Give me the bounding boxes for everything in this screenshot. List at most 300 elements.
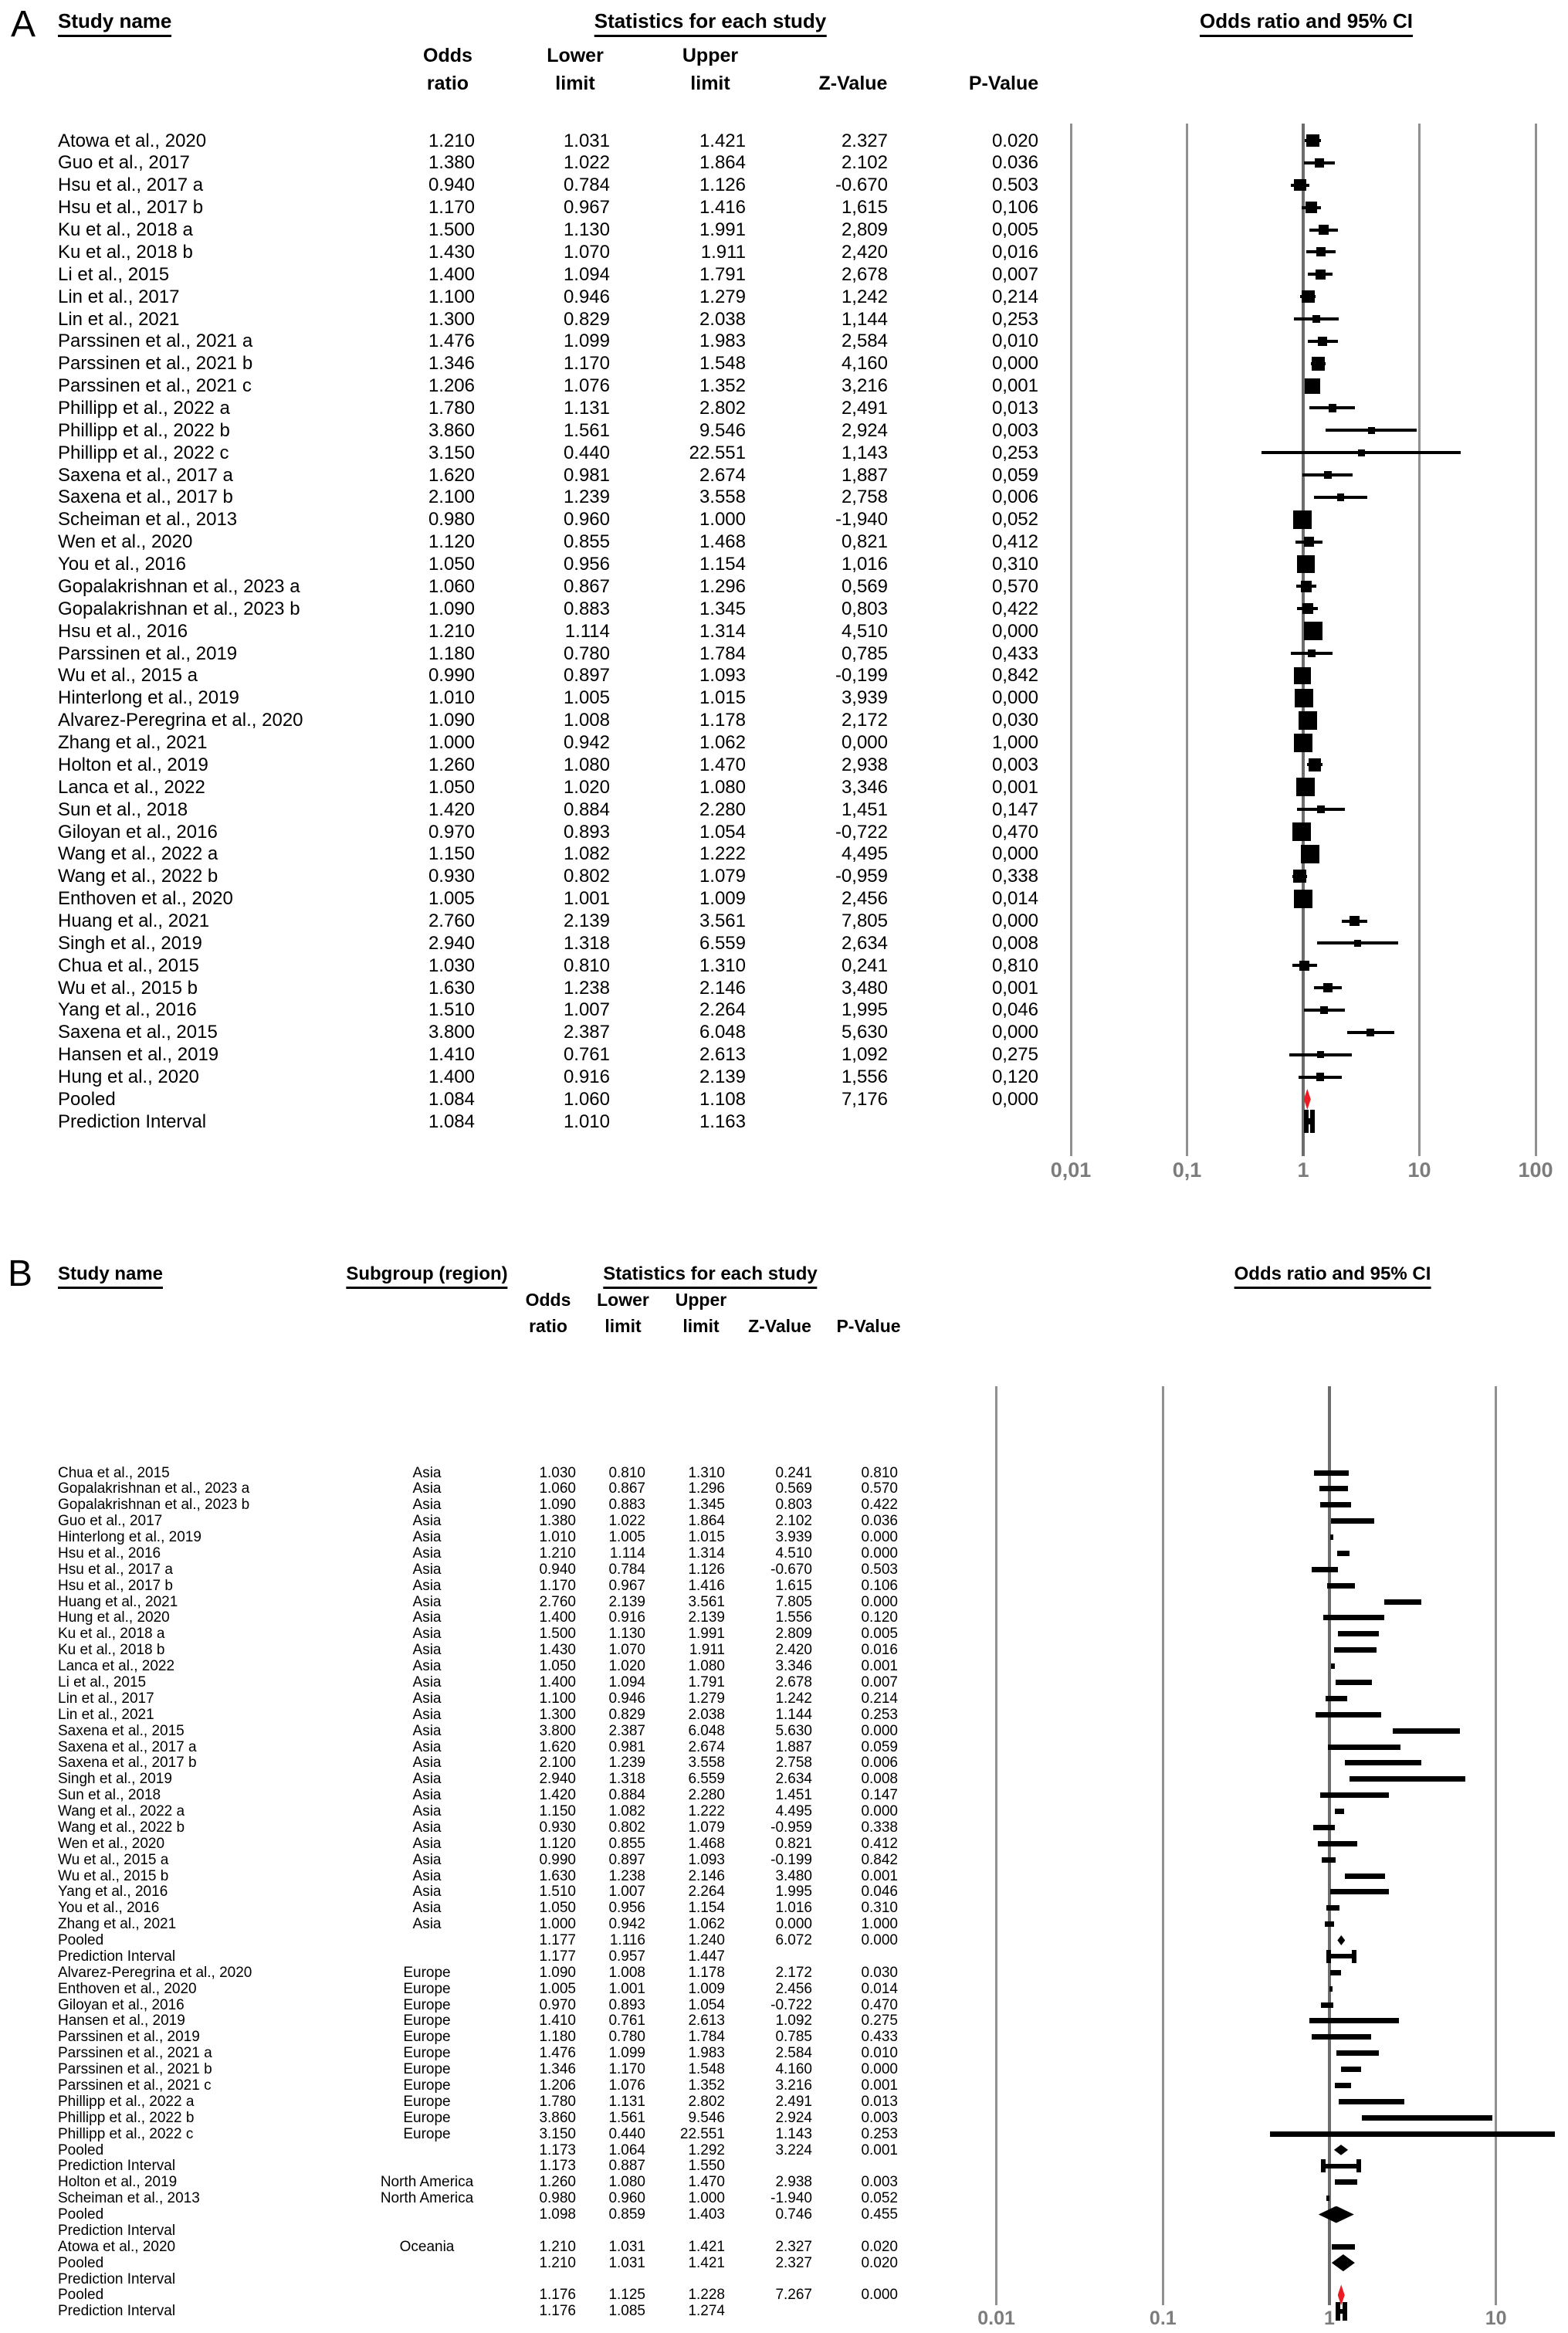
- lower-value: 0.956: [563, 554, 610, 575]
- or-square: [1299, 711, 1317, 730]
- lower-value: 1.001: [563, 888, 610, 910]
- or-value: 1.050: [539, 1658, 576, 1675]
- subgroup-label: North America: [380, 2190, 474, 2207]
- p-value: 0.503: [991, 175, 1038, 196]
- or-value: 2.760: [428, 910, 475, 931]
- or-square: [1309, 758, 1322, 771]
- or-value: 1.780: [539, 2093, 576, 2110]
- z-value: -1,940: [835, 509, 888, 531]
- p-value: 0,007: [991, 263, 1038, 285]
- or-value: 1.410: [539, 2013, 576, 2030]
- or-value: 2.940: [539, 1771, 576, 1788]
- upper-value: 1.108: [699, 1088, 746, 1110]
- pooled-diamond: [1337, 1935, 1345, 1945]
- or-value: 1.084: [428, 1088, 475, 1110]
- z-value: 1,556: [841, 1066, 888, 1087]
- upper-value: 3.558: [699, 487, 746, 508]
- study-label: Phillipp et al., 2022 c: [58, 442, 229, 463]
- upper-value: 2.146: [699, 977, 746, 999]
- z-value: 2,678: [841, 263, 888, 285]
- study-label: Enthoven et al., 2020: [58, 888, 233, 910]
- study-label: Hung et al., 2020: [58, 1066, 199, 1087]
- upper-value: 2.038: [699, 308, 746, 330]
- or-value: 1.005: [428, 888, 475, 910]
- subgroup-label: Europe: [403, 2061, 451, 2078]
- or-square: [1316, 1073, 1325, 1081]
- ci-bar: [1384, 1599, 1421, 1605]
- z-value: 2,491: [841, 397, 888, 419]
- subgroup-label: Asia: [412, 1545, 442, 1562]
- z-value: 1,144: [841, 308, 888, 330]
- lower-value: 1.060: [563, 1088, 610, 1110]
- p-value: 0.000: [861, 1593, 898, 1610]
- or-square: [1302, 290, 1315, 303]
- or-value: 1.630: [539, 1867, 576, 1884]
- p-value: 0.052: [861, 2190, 898, 2207]
- ci-bar: [1326, 2196, 1329, 2201]
- upper-value: 1.274: [688, 2303, 725, 2320]
- lower-value: 0.784: [608, 1561, 645, 1578]
- or-square: [1304, 537, 1314, 547]
- z-value: 2,758: [841, 487, 888, 508]
- subgroup-label: Asia: [412, 1706, 442, 1723]
- lower-value: 1.561: [563, 419, 610, 441]
- or-value: 1.210: [428, 620, 475, 642]
- subgroup-label: Europe: [403, 2029, 451, 2046]
- subgroup-label: Asia: [412, 1771, 442, 1788]
- or-value: 1.510: [428, 999, 475, 1021]
- study-label: Li et al., 2015: [58, 1673, 147, 1690]
- subgroup-label: Europe: [403, 1980, 451, 1997]
- study-label: Li et al., 2015: [58, 263, 170, 285]
- p-value: 0,470: [991, 821, 1038, 843]
- upper-value: 1.163: [699, 1111, 746, 1132]
- study-label: Atowa et al., 2020: [58, 2238, 176, 2255]
- upper-value: 1.000: [688, 2190, 725, 2207]
- upper-value: 1.911: [700, 241, 746, 263]
- p-value: 0,253: [991, 308, 1038, 330]
- ci-bar: [1326, 1696, 1347, 1701]
- panel-a-study-name-header: Study name: [58, 9, 171, 37]
- upper-value: 1.550: [688, 2158, 725, 2175]
- subgroup-label: Asia: [412, 1513, 442, 1530]
- ci-bar: [1331, 1663, 1335, 1669]
- upper-value: 1.009: [688, 1980, 725, 1997]
- lower-value: 0.946: [563, 286, 610, 307]
- z-value: 2.327: [841, 130, 888, 151]
- upper-value: 1.991: [688, 1626, 725, 1643]
- study-label: You et al., 2016: [58, 554, 186, 575]
- lower-value: 1.318: [563, 932, 610, 954]
- ci-bar: [1331, 1518, 1374, 1524]
- or-value: 0.980: [539, 2190, 576, 2207]
- gridline: [1162, 1386, 1164, 2305]
- p-value: 0,059: [991, 464, 1038, 486]
- or-square: [1337, 493, 1345, 501]
- or-value: 1.206: [428, 375, 475, 397]
- panel-b-label: B: [8, 1253, 33, 1294]
- lower-value: 0.829: [563, 308, 610, 330]
- or-value: 1.206: [539, 2077, 576, 2094]
- lower-value: 1.130: [608, 1626, 645, 1643]
- or-value: 1.620: [539, 1738, 576, 1755]
- study-label: Phillipp et al., 2022 a: [58, 2093, 195, 2110]
- or-square: [1368, 427, 1375, 434]
- study-label: Pooled: [58, 1088, 116, 1110]
- p-value: 0.020: [991, 130, 1038, 151]
- or-value: 3.800: [428, 1022, 475, 1043]
- study-label: Prediction Interval: [58, 2270, 176, 2287]
- lower-value: 2.139: [563, 910, 610, 931]
- study-label: Wang et al., 2022 b: [58, 1819, 185, 1836]
- ci-bar: [1318, 1841, 1357, 1846]
- gridline: [1186, 124, 1188, 1156]
- p-value: 0.000: [861, 1722, 898, 1739]
- study-label: Parssinen et al., 2021 c: [58, 2077, 212, 2094]
- upper-value: 1.791: [688, 1673, 725, 1690]
- prediction-interval-cap: [1343, 2302, 1347, 2321]
- or-value: 1.090: [539, 1964, 576, 1981]
- study-label: Phillipp et al., 2022 b: [58, 419, 230, 441]
- upper-value: 1.352: [688, 2077, 725, 2094]
- ci-bar: [1320, 1792, 1389, 1798]
- or-square: [1302, 603, 1313, 614]
- p-value: 0,120: [991, 1066, 1038, 1087]
- lower-value: 1.094: [608, 1673, 645, 1690]
- z-value: 1.887: [775, 1738, 812, 1755]
- prediction-interval-line: [1321, 2164, 1361, 2169]
- z-value: 1,143: [841, 442, 888, 463]
- p-value: 0.275: [861, 2013, 898, 2030]
- study-label: Hansen et al., 2019: [58, 1044, 219, 1066]
- z-value: 7.805: [775, 1593, 812, 1610]
- study-label: Alvarez-Peregrina et al., 2020: [58, 710, 303, 731]
- p-value: 0.036: [861, 1513, 898, 1530]
- panel-a-lower-limit-header: limit: [555, 73, 595, 94]
- or-square: [1312, 315, 1320, 323]
- study-label: Hsu et al., 2017 a: [58, 1561, 173, 1578]
- z-value: 0,821: [841, 531, 888, 553]
- lower-value: 1.099: [563, 331, 610, 352]
- z-value: -0.199: [770, 1851, 812, 1868]
- or-value: 0.970: [539, 1996, 576, 2013]
- lower-value: 1.031: [563, 130, 610, 151]
- or-value: 1.430: [428, 241, 475, 263]
- study-label: Yang et al., 2016: [58, 999, 197, 1021]
- lower-value: 1.031: [608, 2238, 645, 2255]
- ci-bar: [1326, 1905, 1340, 1911]
- p-value: 0,030: [991, 710, 1038, 731]
- z-value: 1.092: [775, 2013, 812, 2030]
- study-label: Scheiman et al., 2013: [58, 509, 238, 531]
- study-label: Gopalakrishnan et al., 2023 a: [58, 1480, 250, 1497]
- panel-b-study-name-header: Study name: [58, 1263, 163, 1289]
- or-value: 1.170: [539, 1577, 576, 1594]
- p-value: 0,000: [991, 353, 1038, 375]
- panel-b-ratio-header: ratio: [529, 1316, 567, 1336]
- lower-value: 1.561: [608, 2109, 645, 2126]
- lower-value: 1.076: [608, 2077, 645, 2094]
- p-value: 0.120: [861, 1609, 898, 1626]
- panel-b-lower-limit-header: limit: [605, 1316, 642, 1336]
- p-value: 0,001: [991, 977, 1038, 999]
- upper-value: 1.421: [699, 130, 746, 151]
- study-label: Holton et al., 2019: [58, 754, 208, 775]
- study-label: Hung et al., 2020: [58, 1609, 170, 1626]
- study-label: Lin et al., 2021: [58, 1706, 154, 1723]
- panel-a-ratio-header: ratio: [426, 73, 469, 94]
- study-label: Yang et al., 2016: [58, 1884, 168, 1901]
- ci-bar: [1322, 1857, 1336, 1863]
- ci-bar: [1329, 1986, 1333, 1992]
- gridline: [995, 1386, 997, 2305]
- upper-value: 6.048: [688, 1722, 725, 1739]
- lower-value: 1.170: [608, 2061, 645, 2078]
- or-value: 1.630: [428, 977, 475, 999]
- p-value: 0.016: [861, 1642, 898, 1659]
- z-value: 2.102: [841, 152, 888, 174]
- study-label: Wen et al., 2020: [58, 1835, 165, 1852]
- study-label: Zhang et al., 2021: [58, 732, 208, 753]
- or-value: 1.060: [539, 1480, 576, 1497]
- ci-bar: [1314, 1470, 1349, 1476]
- ci-bar: [1335, 1809, 1343, 1814]
- p-value: 0.455: [861, 2206, 898, 2223]
- z-value: 4,160: [841, 353, 888, 375]
- or-value: 1.120: [428, 531, 475, 553]
- p-value: 0.008: [861, 1771, 898, 1788]
- z-value: 7,176: [841, 1088, 888, 1110]
- ci-bar: [1270, 2131, 1555, 2137]
- lower-value: 1.130: [563, 219, 610, 240]
- study-label: Prediction Interval: [58, 2303, 176, 2320]
- z-value: 1,995: [841, 999, 888, 1021]
- panel-a-odds-header: Odds: [423, 45, 472, 66]
- or-value: 1.170: [428, 197, 475, 219]
- lower-value: 1.008: [563, 710, 610, 731]
- study-label: Phillipp et al., 2022 a: [58, 397, 230, 419]
- lower-value: 1.080: [608, 2174, 645, 2191]
- or-square: [1301, 845, 1319, 863]
- z-value: 5,630: [841, 1022, 888, 1043]
- lower-value: 1.239: [563, 487, 610, 508]
- z-value: 5.630: [775, 1722, 812, 1739]
- p-value: 0,000: [991, 843, 1038, 865]
- lower-value: 1.070: [608, 1642, 645, 1659]
- or-square: [1294, 179, 1306, 191]
- or-value: 0.990: [428, 665, 475, 687]
- or-square: [1316, 247, 1326, 256]
- p-value: 0.006: [861, 1755, 898, 1772]
- p-value: 0.470: [861, 1996, 898, 2013]
- panel-b-lower-header: Lower: [597, 1290, 649, 1310]
- p-value: 0.000: [861, 2287, 898, 2304]
- p-value: 0,422: [991, 598, 1038, 619]
- panel-a-lower-header: Lower: [547, 45, 604, 66]
- ci-bar: [1341, 2067, 1361, 2072]
- p-value: 0.046: [861, 1884, 898, 1901]
- study-label: Prediction Interval: [58, 1948, 176, 1965]
- or-value: 1.346: [428, 353, 475, 375]
- study-label: Saxena et al., 2017 a: [58, 464, 233, 486]
- or-square: [1366, 1029, 1374, 1036]
- subgroup-label: Europe: [403, 2077, 451, 2094]
- subgroup-label: Asia: [412, 1867, 442, 1884]
- upper-value: 1.009: [699, 888, 746, 910]
- upper-value: 1.548: [699, 353, 746, 375]
- z-value: 0,000: [841, 732, 888, 753]
- axis-tick-label: 1: [1324, 2308, 1335, 2329]
- upper-value: 3.558: [688, 1755, 725, 1772]
- lower-value: 1.080: [563, 754, 610, 775]
- upper-value: 1.314: [688, 1545, 725, 1562]
- z-value: -0.670: [835, 175, 888, 196]
- study-label: Wang et al., 2022 a: [58, 843, 218, 865]
- lower-value: 0.942: [563, 732, 610, 753]
- subgroup-label: Asia: [412, 1916, 442, 1933]
- lower-value: 0.884: [608, 1787, 645, 1804]
- upper-value: 2.613: [699, 1044, 746, 1066]
- study-label: Parssinen et al., 2019: [58, 643, 238, 664]
- p-value: 0,810: [991, 955, 1038, 976]
- p-value: 0,338: [991, 866, 1038, 887]
- study-label: Phillipp et al., 2022 b: [58, 2109, 195, 2126]
- or-value: 1.030: [428, 955, 475, 976]
- or-value: 1.050: [428, 776, 475, 798]
- panel-b-upper-limit-header: limit: [682, 1316, 720, 1336]
- upper-value: 6.559: [688, 1771, 725, 1788]
- lower-value: 0.780: [608, 2029, 645, 2046]
- p-value: 0.020: [861, 2254, 898, 2271]
- study-label: Hsu et al., 2017 b: [58, 197, 204, 219]
- or-square: [1323, 983, 1333, 992]
- or-value: 1.260: [539, 2174, 576, 2191]
- p-value: 0,003: [991, 754, 1038, 775]
- upper-value: 1.470: [688, 2174, 725, 2191]
- study-label: Zhang et al., 2021: [58, 1916, 177, 1933]
- z-value: 6.072: [775, 1932, 812, 1948]
- or-value: 1.030: [539, 1464, 576, 1481]
- lower-value: 0.916: [608, 1609, 645, 1626]
- or-value: 1.150: [428, 843, 475, 865]
- or-value: 2.760: [539, 1593, 576, 1610]
- ci-bar: [1316, 1712, 1380, 1718]
- or-value: 1.176: [539, 2303, 576, 2320]
- z-value: 2,924: [841, 419, 888, 441]
- ci-bar: [1338, 1631, 1379, 1636]
- upper-value: 1.345: [699, 598, 746, 619]
- or-value: 1.260: [428, 754, 475, 775]
- z-value: 2,809: [841, 219, 888, 240]
- upper-value: 1.093: [699, 665, 746, 687]
- subgroup-label: Europe: [403, 2045, 451, 2062]
- z-value: 1.143: [775, 2125, 812, 2142]
- lower-value: 0.897: [608, 1851, 645, 1868]
- study-label: Giloyan et al., 2016: [58, 821, 218, 843]
- lower-value: 0.897: [563, 665, 610, 687]
- study-label: Enthoven et al., 2020: [58, 1980, 197, 1997]
- study-label: Parssinen et al., 2021 a: [58, 2045, 212, 2062]
- panel-a-zvalue-header: Z-Value: [818, 73, 888, 94]
- z-value: 0,803: [841, 598, 888, 619]
- lower-value: 0.887: [608, 2158, 645, 2175]
- upper-value: 1.126: [688, 1561, 725, 1578]
- p-value: 0.005: [861, 1626, 898, 1643]
- study-label: Parssinen et al., 2021 c: [58, 375, 252, 397]
- lower-value: 1.064: [608, 2141, 645, 2158]
- or-value: 1.400: [428, 263, 475, 285]
- p-value: 0,046: [991, 999, 1038, 1021]
- p-value: 0.338: [861, 1819, 898, 1836]
- study-label: Alvarez-Peregrina et al., 2020: [58, 1964, 252, 1981]
- upper-value: 1.310: [699, 955, 746, 976]
- or-square: [1295, 689, 1313, 707]
- study-label: Sun et al., 2018: [58, 799, 188, 820]
- or-square: [1329, 404, 1336, 412]
- ci-bar: [1309, 2018, 1399, 2023]
- subgroup-label: Asia: [412, 1851, 442, 1868]
- study-label: Parssinen et al., 2019: [58, 2029, 200, 2046]
- lower-value: 1.005: [563, 687, 610, 709]
- study-label: Pooled: [58, 2287, 104, 2304]
- z-value: 1.242: [775, 1690, 812, 1707]
- or-value: 1.173: [539, 2141, 576, 2158]
- p-value: 0.010: [861, 2045, 898, 2062]
- upper-value: 1.292: [688, 2141, 725, 2158]
- subgroup-label: Asia: [412, 1722, 442, 1739]
- study-label: Chua et al., 2015: [58, 1464, 170, 1481]
- or-value: 1.010: [539, 1529, 576, 1545]
- or-value: 1.100: [428, 286, 475, 307]
- p-value: 0,003: [991, 419, 1038, 441]
- or-square: [1318, 337, 1327, 346]
- lower-value: 0.810: [563, 955, 610, 976]
- z-value: -0,959: [835, 866, 888, 887]
- upper-value: 1.093: [688, 1851, 725, 1868]
- p-value: 0.000: [861, 1803, 898, 1819]
- p-value: 0,006: [991, 487, 1038, 508]
- study-label: Pooled: [58, 2141, 104, 2158]
- ci-bar: [1330, 1970, 1342, 1975]
- upper-value: 1.345: [688, 1497, 725, 1514]
- subgroup-label: Asia: [412, 1755, 442, 1772]
- subgroup-label: Asia: [412, 1464, 442, 1481]
- z-value: 0.241: [775, 1464, 812, 1481]
- lower-value: 1.085: [608, 2303, 645, 2320]
- p-value: 0,842: [991, 665, 1038, 687]
- study-label: Hinterlong et al., 2019: [58, 687, 239, 709]
- subgroup-label: Asia: [412, 1497, 442, 1514]
- upper-value: 1.062: [699, 732, 746, 753]
- study-label: Hsu et al., 2017 b: [58, 1577, 173, 1594]
- subgroup-label: Asia: [412, 1609, 442, 1626]
- upper-value: 1.079: [699, 866, 746, 887]
- or-value: 1.400: [539, 1673, 576, 1690]
- study-label: Huang et al., 2021: [58, 1593, 178, 1610]
- ci-bar: [1350, 1776, 1465, 1782]
- z-value: 2.634: [775, 1771, 812, 1788]
- ci-bar: [1327, 1583, 1355, 1589]
- panel-a-label: A: [11, 4, 36, 45]
- subgroup-label: Asia: [412, 1835, 442, 1852]
- z-value: 1,615: [841, 197, 888, 219]
- or-value: 1.000: [428, 732, 475, 753]
- or-value: 1.780: [428, 397, 475, 419]
- z-value: 2.420: [775, 1642, 812, 1659]
- study-label: Lin et al., 2017: [58, 286, 180, 307]
- or-value: 1.210: [539, 2238, 576, 2255]
- upper-value: 1.296: [688, 1480, 725, 1497]
